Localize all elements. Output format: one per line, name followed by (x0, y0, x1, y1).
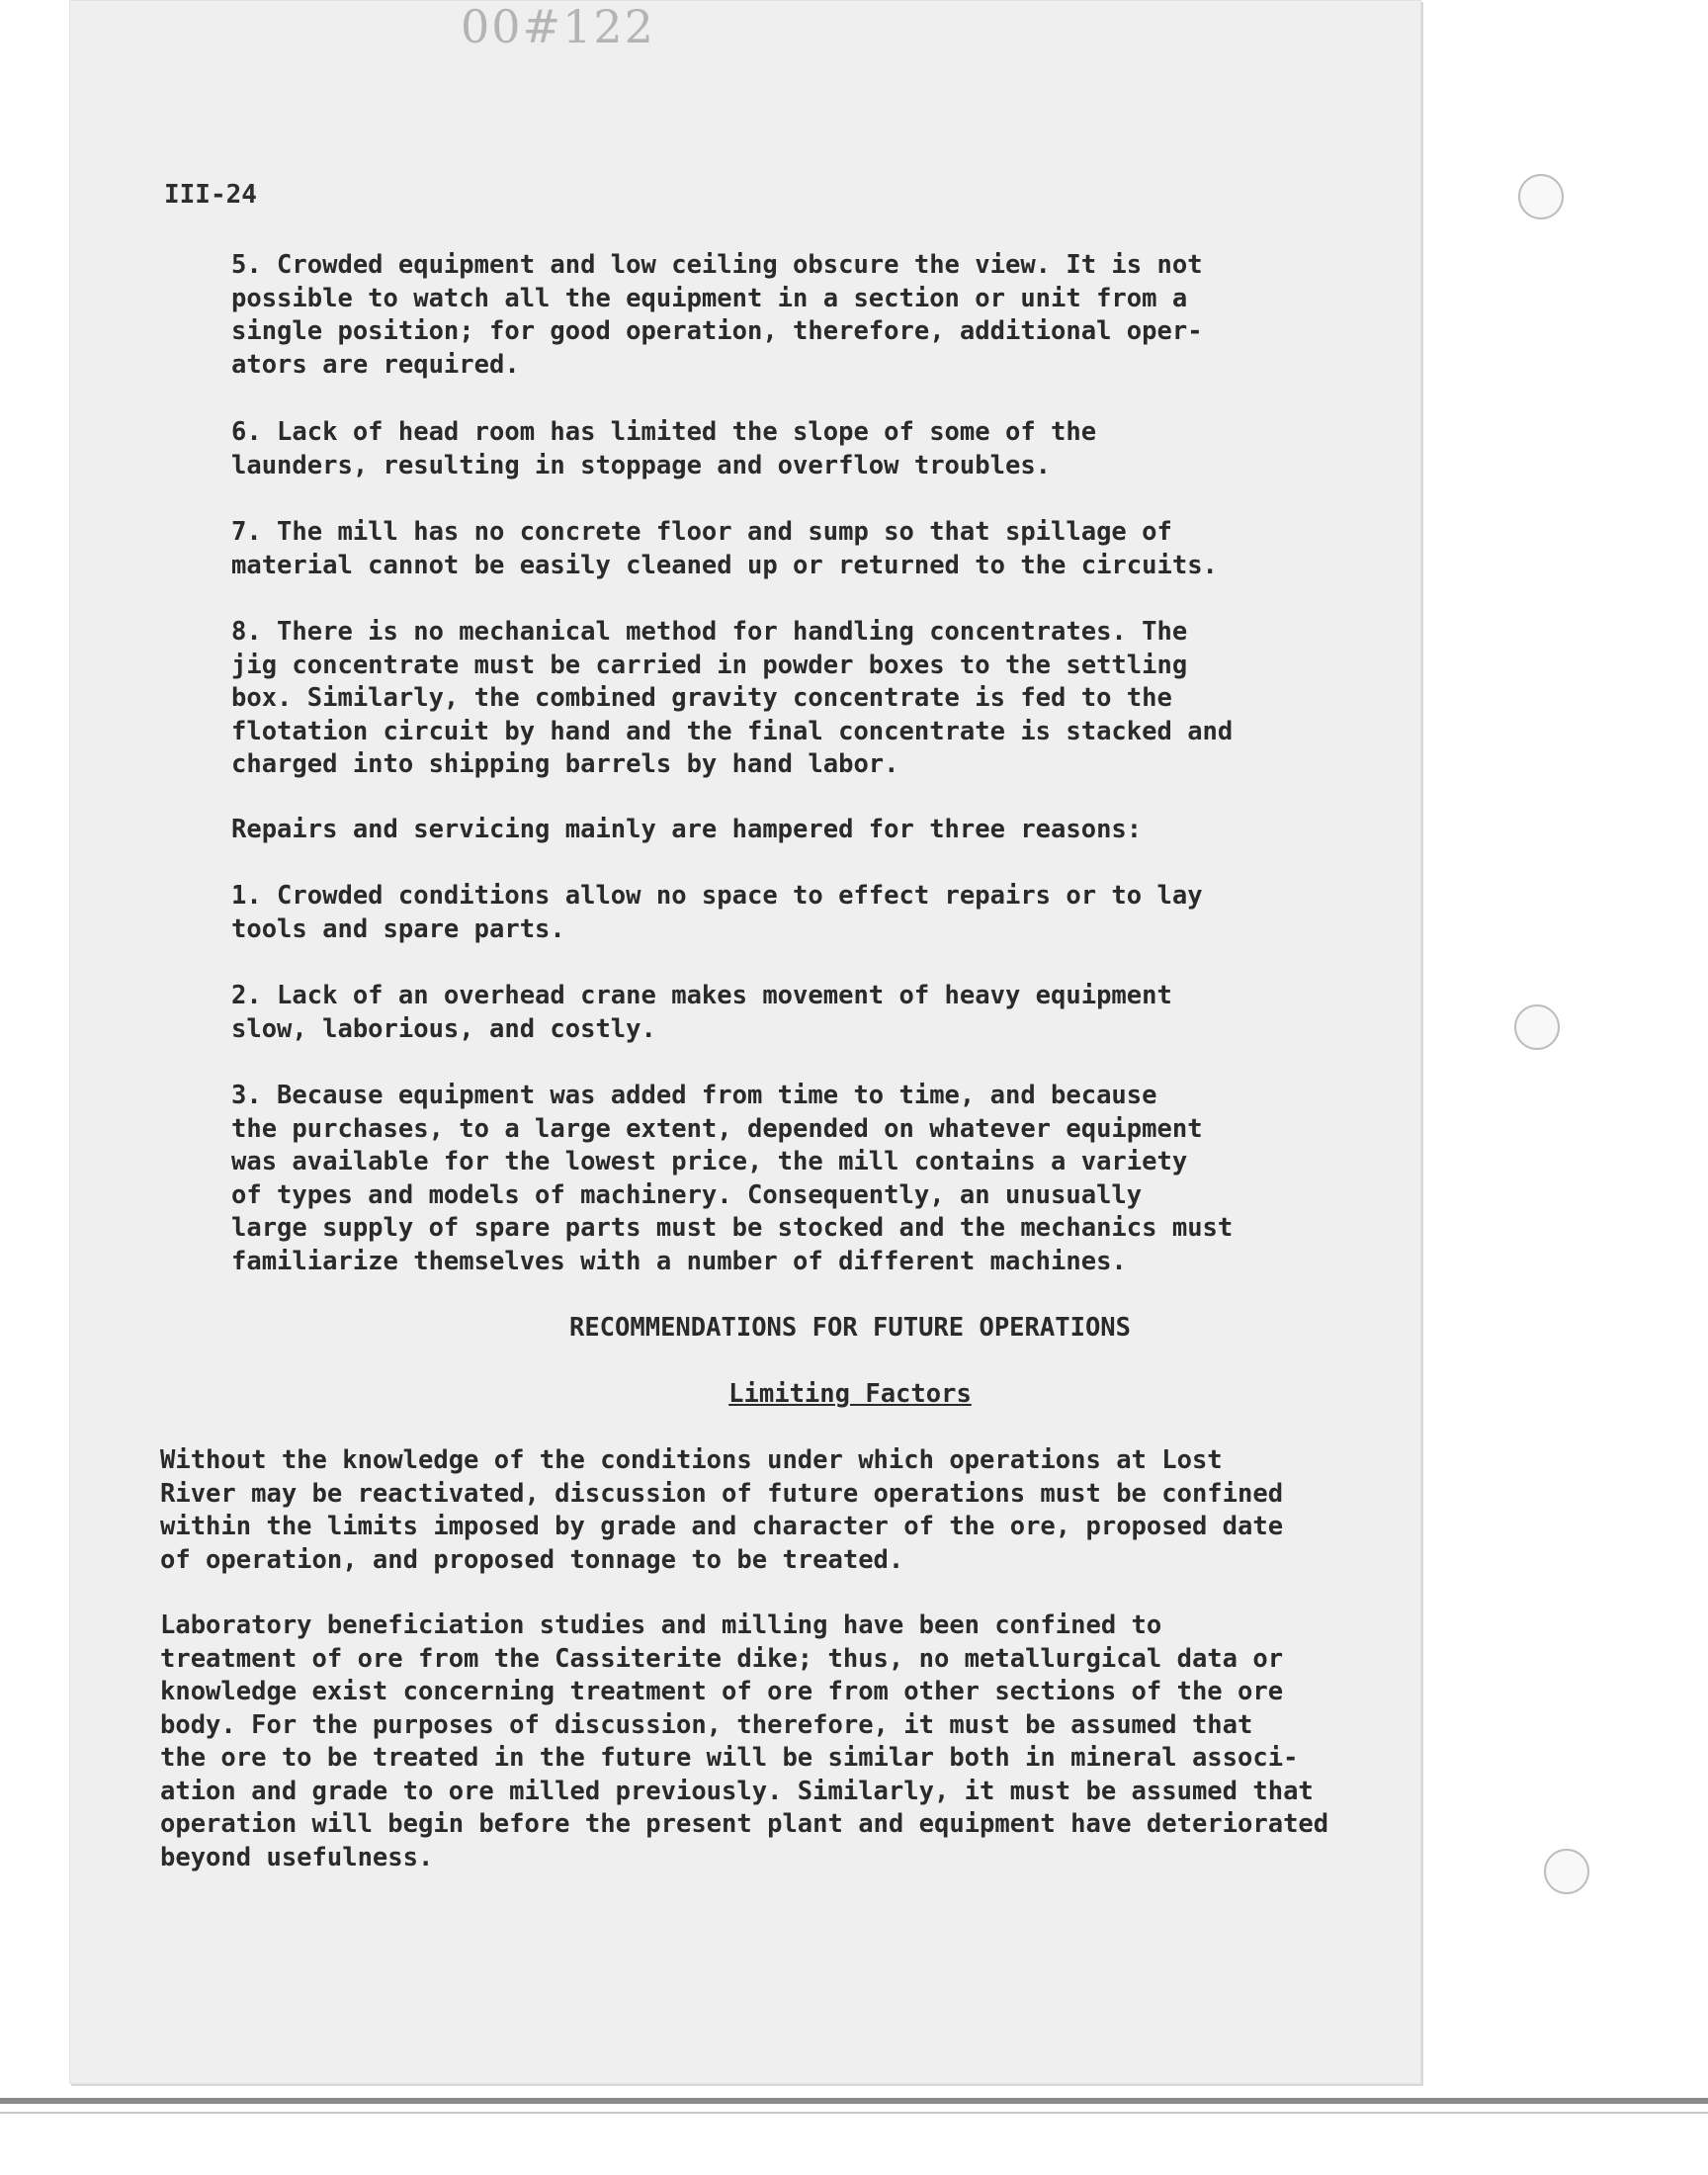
section-heading: RECOMMENDATIONS FOR FUTURE OPERATIONS (568, 1313, 1132, 1343)
paragraph: Without the knowledge of the conditions under which operations at Lost River may be reactivated, discussion of future operations must be confined within the limits imposed by grade and character of the ore, proposed date of operation, and proposed tonnage to be treated. (160, 1445, 1284, 1575)
page-identifier: III-24 (164, 180, 257, 210)
list-item: 8. There is no mechanical method for handling concentrates. The jig concentrate must be carried in powder boxes to the settling box. Similarly, the combined gravity concentrate is fed to the flotation circuit by hand and the final concentrate is stacked and charged into shipping barrels by hand labor. (231, 617, 1234, 779)
list-item: 7. The mill has no concrete floor and sump so that spillage of material cannot be easily cleaned up or returned to the circuits. (231, 517, 1218, 580)
subheading: Limiting Factors (728, 1379, 972, 1409)
punch-hole-bottom (1544, 1849, 1589, 1894)
list-item: 3. Because equipment was added from time to time, and because the purchases, to a large extent, depended on whatever equipment was available for the lowest price, the mill contains a variety of types and models of machinery. Consequently, an unusually large supply of spare parts must be stocked and the mechanics must familiarize themselves with a number of different machines. (231, 1081, 1234, 1276)
handwritten-page-number: 00#122 (461, 0, 655, 53)
list-item: 6. Lack of head room has limited the slope of some of the launders, resulting in stoppage and overflow troubles. (231, 417, 1097, 480)
punch-hole-middle (1514, 1004, 1560, 1050)
list-item: 1. Crowded conditions allow no space to effect repairs or to lay tools and spare parts. (231, 881, 1203, 944)
scanner-edge-line (0, 2098, 1708, 2104)
punch-hole-top (1518, 174, 1564, 219)
list-item: 5. Crowded equipment and low ceiling obscure the view. It is not possible to watch all the equipment in a section or unit from a single position; for good operation, therefore, additional oper- ators are required. (231, 250, 1203, 380)
scanner-edge-line-light (0, 2112, 1708, 2114)
repairs-intro: Repairs and servicing mainly are hampered for three reasons: (231, 815, 1143, 844)
list-item: 2. Lack of an overhead crane makes movement of heavy equipment slow, laborious, and costly. (231, 981, 1172, 1044)
paragraph: Laboratory beneficiation studies and milling have been confined to treatment of ore from the Cassiterite dike; thus, no metallurgical data or knowledge exist concerning treatment of ore from other sections of the ore body. For the purposes of discussion, therefore, it must be assumed that the ore to be treated in the future will be similar both in mineral associ- ation and grade to ore milled previously. Similarly, it must be assumed that operation will begin before the present plant and equipment have deteriorated beyond usefulness. (160, 1610, 1329, 1872)
